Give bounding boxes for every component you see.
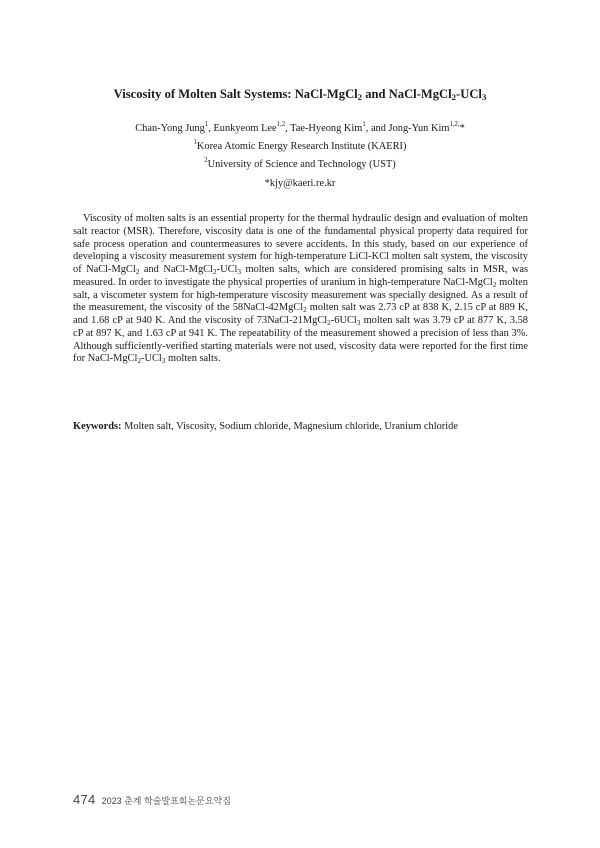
abstract-text: -UCl	[216, 264, 238, 275]
author-list	[40, 122, 560, 135]
abstract-text: -6UCl	[330, 315, 357, 326]
title-subscript: 2	[451, 92, 457, 102]
abstract-subscript: 3	[237, 268, 242, 276]
author-separator: ,	[285, 123, 291, 134]
page-number: 474	[73, 792, 96, 807]
abstract-text: molten salt, a viscometer system for high-temperature viscosity measurement was specially designed. As a result of the measurement, the viscosity of the 58NaCl-42MgCl	[73, 276, 528, 314]
affiliation-text: Korea Atomic Energy Research Institute (KAERI)	[196, 141, 407, 152]
keywords-label: Keywords:	[73, 421, 122, 432]
abstract-subscript: 2	[327, 319, 331, 327]
abstract-text: molten salt was 2.73 cP at 838 K, 2.15 cP at 889 K, and 1.68 cP at 940 K. And the viscosity of 73NaCl-21MgCl	[73, 302, 529, 326]
author-separator: , and	[365, 123, 389, 134]
abstract-text: molten salt was 3.79 cP at 877 K, 3.58 cP at 897 K, and 1.63 cP at 941 K. The repeatability of the measurement showed a precision of less than 3%. Although sufficiently-verified starting materials were not used, viscosity data were reported for the first time for NaCl-MgCl	[73, 315, 528, 365]
affiliation-text: University of Science and Technology (UST)	[207, 159, 396, 170]
proceedings-title: 2023 춘계 학술발표회논문요약집	[101, 796, 231, 806]
author-name: Tae-Hyeong Kim	[290, 123, 363, 134]
author-name: Jong-Yun Kim	[388, 123, 450, 134]
abstract-subscript: 2	[135, 268, 140, 276]
title-text: Viscosity of Molten Salt Systems: NaCl-MgCl	[113, 87, 358, 101]
page-footer	[73, 791, 231, 809]
paper-title	[40, 86, 560, 102]
title-subscript: 2	[357, 92, 363, 102]
corresponding-email: *kjy@kaeri.re.kr	[264, 178, 336, 189]
keywords-line	[73, 420, 528, 433]
abstract-text: molten salts, which are considered promising salts in MSR, was measured. In order to investigate the physical properties of uranium in high-temperature NaCl-MgCl	[73, 264, 528, 288]
abstract-subscript: 2	[137, 357, 141, 366]
author-affiliation-mark: 1	[204, 121, 209, 128]
abstract-body	[73, 213, 528, 366]
abstract-text: -UCl	[141, 353, 162, 365]
author-name: Chan-Yong Jung	[135, 123, 205, 134]
abstract-subscript: 2	[303, 306, 307, 315]
author-separator: ,	[208, 123, 214, 134]
author-affiliation-mark: 1,2,	[449, 121, 460, 128]
abstract-subscript: 3	[356, 319, 361, 327]
author-name: Eunkyeom Lee	[213, 123, 277, 134]
abstract-subscript: 2	[492, 280, 497, 289]
author-affiliation-mark: 1,2	[276, 121, 286, 128]
author-affiliation-mark: 1	[362, 121, 366, 128]
abstract-subscript: 3	[161, 357, 166, 366]
affiliation-1	[40, 140, 560, 153]
keywords-text: Molten salt, Viscosity, Sodium chloride, Magnesium chloride, Uranium chloride	[121, 421, 458, 432]
abstract-text: and NaCl-MgCl	[139, 264, 213, 275]
corresponding-author-mark: *	[459, 123, 465, 134]
abstract-text: molten salts.	[165, 353, 221, 365]
abstract-subscript: 2	[212, 268, 217, 276]
title-subscript: 3	[481, 92, 487, 102]
affiliation-2	[40, 158, 560, 171]
affiliation-mark: 2	[204, 157, 208, 164]
title-text: and NaCl-MgCl	[362, 87, 452, 101]
title-text: -UCl	[456, 87, 482, 101]
affiliation-mark: 1	[193, 139, 197, 146]
abstract-text: Viscosity of molten salts is an essential property for the thermal hydraulic design and evaluation of molten salt reactor (MSR). Therefore, viscosity data is one of the fundamental physical property data required for safe process operation and countermeasures to severe accidents. In this study, based on our experience of developing a viscosity measurement system for high-temperature LiCl-KCl molten salt system, the viscosity of NaCl-MgCl	[73, 213, 528, 275]
